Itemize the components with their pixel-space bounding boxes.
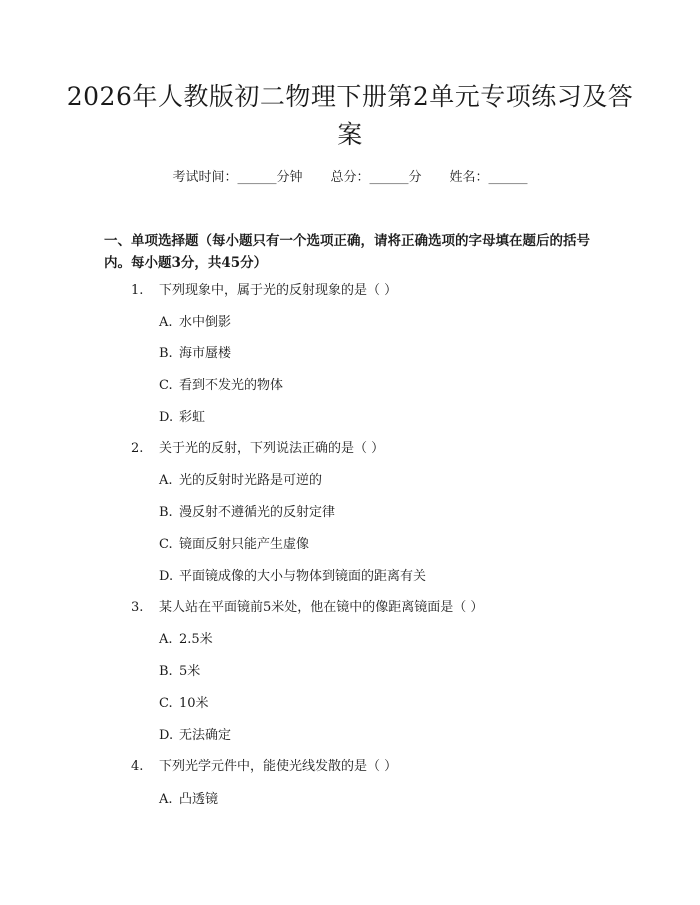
option-item — [159, 314, 231, 332]
section-heading: 一、单项选择题（每小题只有一个选项正确，请将正确选项的字母填在题后的括号内。每小题3分，共45分） — [104, 233, 590, 271]
option-text: 10米 — [179, 696, 209, 711]
option-text: 2.5米 — [179, 632, 213, 647]
option-text: 平面镜成像的大小与物体到镜面的距离有关 — [179, 569, 427, 584]
option-text: 凸透镜 — [179, 792, 219, 807]
question-number: 1. — [131, 283, 144, 298]
option-text: 无法确定 — [179, 728, 232, 743]
option-text: 水中倒影 — [179, 315, 232, 330]
option-text: 海市蜃楼 — [179, 346, 232, 361]
exam-time-field: 考试时间：______分钟 — [172, 170, 303, 185]
option-text: 漫反射不遵循光的反射定律 — [179, 505, 336, 520]
option-item — [159, 568, 426, 586]
option-item — [159, 345, 231, 363]
option-item — [159, 727, 231, 745]
option-text: 看到不发光的物体 — [179, 378, 284, 393]
option-item — [159, 377, 283, 395]
option-text: 光的反射时光路是可逆的 — [179, 473, 323, 488]
question-number: 2. — [131, 441, 144, 456]
option-letter: D. — [159, 728, 174, 743]
question-text: 下列光学元件中，能使光线发散的是（ ） — [159, 759, 398, 774]
option-text: 彩虹 — [179, 410, 206, 425]
option-letter: B. — [159, 664, 173, 679]
option-item — [159, 695, 209, 713]
option-letter: C. — [159, 378, 173, 393]
question-item — [131, 440, 384, 458]
option-item — [159, 536, 309, 554]
option-text: 镜面反射只能产生虚像 — [179, 537, 310, 552]
option-letter: C. — [159, 696, 173, 711]
exam-score-field: 总分：______分 — [330, 170, 422, 185]
option-item — [159, 663, 200, 681]
option-letter: D. — [159, 410, 174, 425]
option-letter: B. — [159, 346, 173, 361]
option-letter: A. — [159, 315, 173, 330]
question-number: 4. — [131, 759, 144, 774]
question-item — [131, 282, 397, 300]
option-item — [159, 791, 218, 809]
exam-info-line — [0, 169, 700, 187]
option-letter: A. — [159, 632, 173, 647]
option-item — [159, 631, 213, 649]
option-item — [159, 504, 335, 522]
option-letter: A. — [159, 473, 173, 488]
question-item — [131, 599, 483, 617]
option-letter: A. — [159, 792, 173, 807]
question-item — [131, 758, 397, 776]
option-text: 5米 — [179, 664, 201, 679]
question-number: 3. — [131, 600, 144, 615]
option-letter: C. — [159, 537, 173, 552]
question-text: 某人站在平面镜前5米处，他在镜中的像距离镜面是（ ） — [159, 600, 484, 615]
option-item — [159, 409, 205, 427]
page-title: 2026年人教版初二物理下册第2单元专项练习及答案 — [66, 82, 634, 149]
option-letter: D. — [159, 569, 174, 584]
option-letter: B. — [159, 505, 173, 520]
option-item — [159, 472, 322, 490]
question-text: 关于光的反射，下列说法正确的是（ ） — [159, 441, 385, 456]
question-text: 下列现象中，属于光的反射现象的是（ ） — [159, 283, 398, 298]
exam-name-field: 姓名：______ — [449, 170, 528, 185]
